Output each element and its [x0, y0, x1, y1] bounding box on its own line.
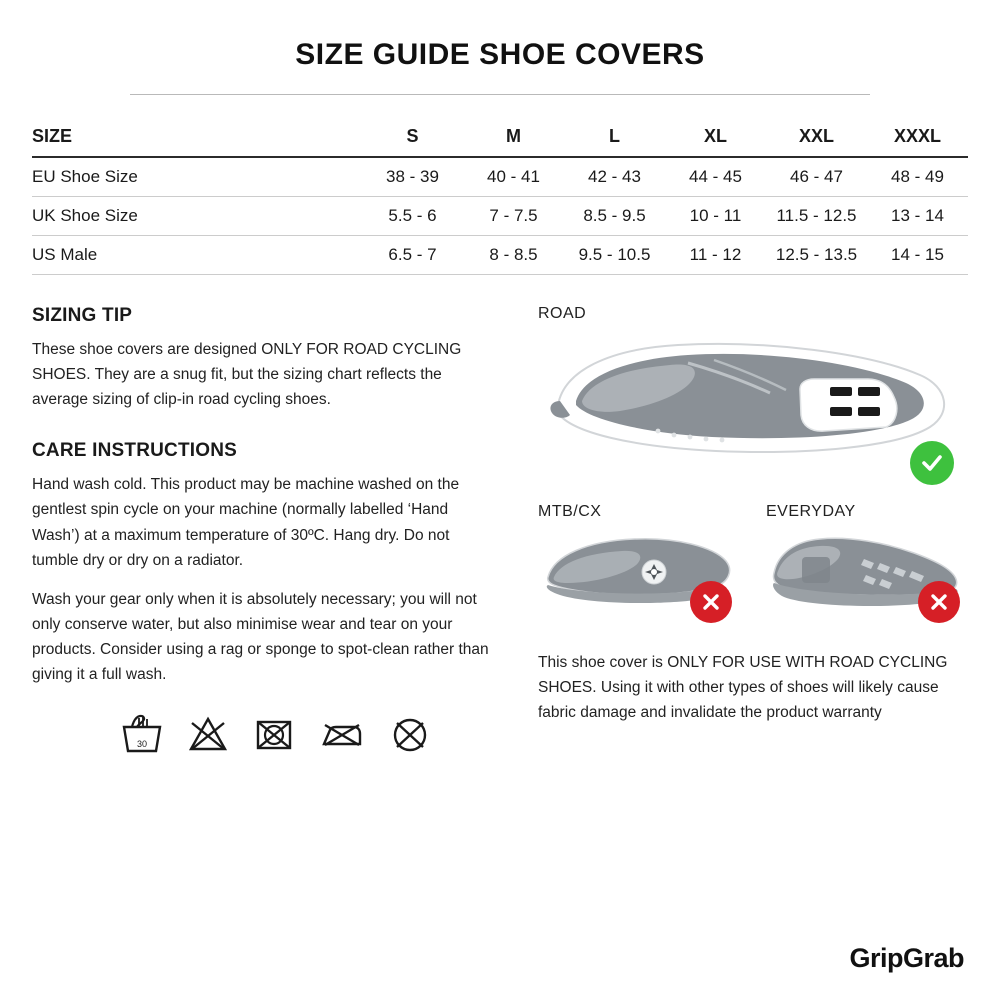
do-not-dry-clean-icon — [388, 713, 432, 755]
usage-note: This shoe cover is ONLY FOR USE WITH ROAD CYCLING SHOES. Using it with other types of shoes will likely cause fabric damage and invalidate the product warranty — [538, 654, 948, 721]
care-instructions-heading: CARE INSTRUCTIONS — [32, 440, 238, 462]
row-label-uk: UK Shoe Size — [32, 197, 362, 236]
cell-uk-s: 5.5 - 6 — [362, 197, 463, 236]
table-row — [32, 236, 968, 275]
table-row — [32, 157, 968, 197]
cell-uk-m: 7 - 7.5 — [463, 197, 564, 236]
table-header-s: S — [362, 119, 463, 157]
cell-uk-xxl: 11.5 - 12.5 — [766, 197, 867, 236]
left-column — [32, 305, 490, 755]
cleat-plate — [800, 379, 897, 431]
check-icon — [910, 441, 954, 485]
cell-eu-xl: 44 - 45 — [665, 157, 766, 197]
table-header-m: M — [463, 119, 564, 157]
cell-us-xxxl: 14 - 15 — [867, 236, 968, 275]
cell-us-xl: 11 - 12 — [665, 236, 766, 275]
figure-label-mtb: MTB/CX — [538, 503, 602, 520]
size-table — [32, 119, 968, 275]
brand-logo: GripGrab — [849, 943, 964, 973]
hand-wash-temperature: 30 — [136, 739, 148, 750]
cell-eu-l: 42 - 43 — [564, 157, 665, 197]
table-header-xl: XL — [665, 119, 766, 157]
care-symbol-row — [120, 713, 490, 755]
row-label-eu: EU Shoe Size — [32, 157, 362, 197]
table-header-xxxl: XXXL — [867, 119, 968, 157]
cross-icon — [918, 581, 960, 623]
table-header-row — [32, 119, 968, 157]
road-shoe-illustration — [538, 327, 968, 477]
cell-uk-xl: 10 - 11 — [665, 197, 766, 236]
cell-us-xxl: 12.5 - 13.5 — [766, 236, 867, 275]
hand-wash-30-icon — [120, 713, 164, 755]
do-not-tumble-dry-icon — [252, 713, 296, 755]
cell-eu-xxl: 46 - 47 — [766, 157, 867, 197]
right-column — [538, 305, 968, 755]
cross-icon — [690, 581, 732, 623]
table-header-xxl: XXL — [766, 119, 867, 157]
figure-label-road: ROAD — [538, 305, 587, 322]
cell-uk-xxxl: 13 - 14 — [867, 197, 968, 236]
figure-row-disallowed — [538, 503, 968, 617]
table-row — [32, 197, 968, 236]
do-not-iron-icon — [318, 713, 366, 755]
title-divider — [130, 94, 870, 95]
cell-eu-m: 40 - 41 — [463, 157, 564, 197]
cell-uk-l: 8.5 - 9.5 — [564, 197, 665, 236]
page-title: SIZE GUIDE SHOE COVERS — [295, 38, 705, 71]
care-paragraph-2: Wash your gear only when it is absolutely necessary; you will not only conserve water, but also minimise wear and tear on your products. Consider using a rag or sponge to spot-clean rather than giving it a full wash. — [32, 590, 489, 684]
cell-us-s: 6.5 - 7 — [362, 236, 463, 275]
do-not-bleach-icon — [186, 713, 230, 755]
cell-eu-xxxl: 48 - 49 — [867, 157, 968, 197]
care-paragraph-1: Hand wash cold. This product may be machine washed on the gentlest spin cycle on your machine (normally labelled ‘Hand Wash’) at a maximum temperature of 30ºC. Hang dry. Do not tumble dry or dry on a radiator. — [32, 476, 460, 569]
cell-us-m: 8 - 8.5 — [463, 236, 564, 275]
content-columns — [32, 305, 968, 755]
cell-us-l: 9.5 - 10.5 — [564, 236, 665, 275]
row-label-us-male: US Male — [32, 236, 362, 275]
cell-eu-s: 38 - 39 — [362, 157, 463, 197]
sizing-tip-text: These shoe covers are designed ONLY FOR ROAD CYCLING SHOES. They are a snug fit, but the sizing chart reflects the average sizing of clip-in road cycling shoes. — [32, 341, 462, 409]
table-header-l: L — [564, 119, 665, 157]
figure-label-everyday: EVERYDAY — [766, 503, 856, 520]
figure-mtb — [538, 503, 738, 617]
table-header-size: SIZE — [32, 119, 362, 157]
sizing-tip-heading: SIZING TIP — [32, 305, 133, 326]
figure-road-shoe — [538, 327, 968, 477]
figure-everyday — [766, 503, 966, 617]
